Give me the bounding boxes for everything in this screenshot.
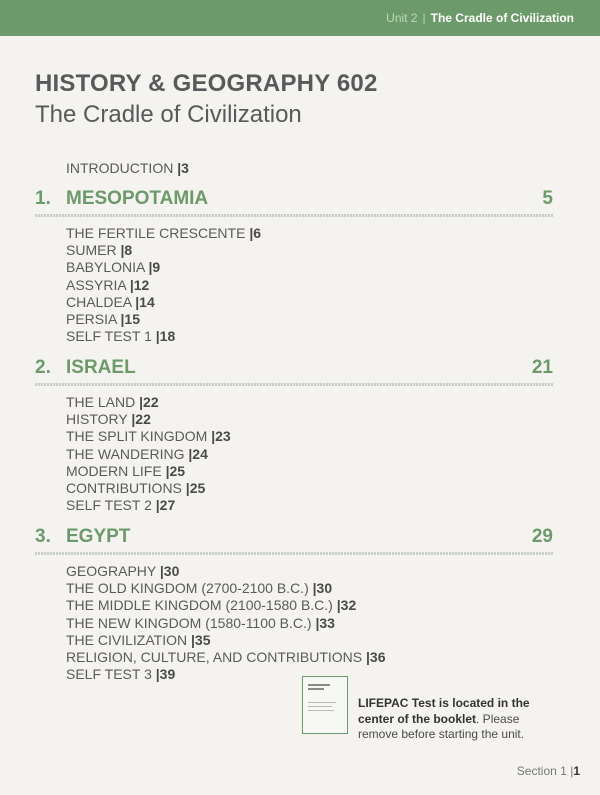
toc-item[interactable]	[66, 480, 231, 497]
toc-item-label: SELF TEST 2	[66, 497, 152, 514]
section-divider	[35, 214, 553, 217]
toc-item[interactable]	[66, 394, 231, 411]
toc-item-page: |24	[188, 445, 208, 462]
toc-item-page: |14	[135, 293, 155, 310]
toc-item-page: |15	[120, 310, 140, 327]
toc-item[interactable]	[66, 277, 261, 294]
header-separator: |	[422, 11, 426, 25]
introduction-label: INTRODUCTION	[66, 160, 174, 176]
toc-item-page: |36	[366, 648, 386, 665]
toc-item-label: THE NEW KINGDOM (1580-1100 B.C.)	[66, 614, 312, 631]
toc-item-label: THE LAND	[66, 394, 136, 410]
course-subtitle: The Cradle of Civilization	[35, 101, 302, 128]
booklet-title-line	[308, 688, 324, 690]
toc-item-label: THE CIVILIZATION	[66, 631, 188, 648]
page-footer	[517, 764, 580, 778]
toc-item[interactable]	[66, 563, 386, 580]
toc-item-label: BABYLONIA	[66, 259, 145, 276]
toc-item[interactable]	[66, 632, 386, 649]
footer-section: Section 1	[516, 764, 567, 778]
toc-item-page: |30	[312, 580, 333, 597]
section-page: 21	[531, 357, 553, 378]
toc-item[interactable]	[66, 259, 261, 276]
toc-item[interactable]	[66, 225, 261, 242]
toc-item[interactable]	[66, 446, 231, 463]
section-items-egypt	[66, 563, 386, 683]
lifepac-booklet-thumbnail	[302, 676, 348, 734]
toc-item-label: THE MIDDLE KINGDOM (2100-1580 B.C.)	[66, 597, 333, 614]
toc-item-page: |27	[155, 497, 176, 514]
toc-item[interactable]	[66, 311, 261, 328]
booklet-text-line	[308, 702, 336, 703]
toc-item[interactable]	[66, 294, 261, 311]
section-items-israel	[66, 394, 231, 514]
toc-item[interactable]	[66, 411, 231, 428]
note-bold-text: LIFEPAC Test is located in the center of the booklet	[358, 696, 530, 726]
toc-item-page: |25	[185, 479, 206, 496]
toc-item-label: ASSYRIA	[66, 276, 126, 293]
toc-item[interactable]	[66, 597, 386, 614]
section-items-mesopotamia	[66, 225, 261, 345]
toc-item[interactable]	[66, 615, 386, 632]
note-text: . Please remove before starting the unit.	[358, 711, 525, 741]
toc-item-page: |35	[190, 631, 211, 648]
toc-item-page: |33	[315, 614, 335, 631]
toc-item[interactable]	[66, 497, 231, 514]
toc-item-page: |8	[120, 242, 133, 259]
section-heading-egypt[interactable]	[35, 526, 553, 550]
toc-item[interactable]	[66, 463, 231, 480]
footer-page-number: 1	[573, 764, 580, 778]
section-name: ISRAEL	[66, 357, 136, 378]
toc-item[interactable]	[66, 242, 261, 259]
unit-title: The Cradle of Civilization	[430, 11, 574, 25]
introduction-entry[interactable]	[66, 160, 189, 176]
toc-item[interactable]	[66, 328, 261, 345]
toc-item-label: THE OLD KINGDOM (2700-2100 B.C.)	[66, 580, 309, 597]
course-title: HISTORY & GEOGRAPHY 602	[35, 70, 378, 97]
unit-label: Unit 2	[386, 11, 418, 25]
toc-item-page: |6	[249, 225, 262, 241]
toc-item-label: RELIGION, CULTURE, AND CONTRIBUTIONS	[66, 648, 363, 665]
toc-item-label: CHALDEA	[66, 293, 132, 310]
section-heading-israel[interactable]	[35, 357, 553, 381]
booklet-title-line	[308, 684, 330, 686]
section-page: 5	[542, 188, 553, 209]
toc-item-page: |22	[139, 394, 159, 410]
lifepac-test-note	[358, 696, 538, 743]
booklet-text-line	[308, 706, 332, 707]
section-page: 29	[531, 526, 553, 547]
section-number: 1.	[35, 188, 51, 209]
toc-item[interactable]	[66, 649, 386, 666]
section-divider	[35, 552, 553, 555]
section-number: 3.	[35, 526, 51, 547]
introduction-page: |3	[177, 160, 189, 176]
section-number: 2.	[35, 357, 51, 378]
toc-item[interactable]	[66, 580, 386, 597]
section-name: EGYPT	[66, 526, 131, 547]
section-divider	[35, 383, 553, 386]
toc-item-page: |25	[165, 462, 186, 479]
toc-item-label: MODERN LIFE	[66, 462, 162, 479]
toc-item-label: THE FERTILE CRESCENTE	[66, 225, 246, 241]
toc-item-label: PERSIA	[66, 310, 117, 327]
toc-item-label: SELF TEST 1	[66, 328, 152, 345]
toc-item[interactable]	[66, 428, 231, 445]
toc-item-page: |22	[131, 411, 151, 428]
toc-item-page: |12	[129, 276, 150, 293]
toc-item-label: SELF TEST 3	[66, 666, 152, 683]
section-name: MESOPOTAMIA	[66, 188, 209, 209]
toc-item-page: |9	[148, 259, 161, 276]
toc-item-label: SUMER	[66, 242, 117, 259]
toc-item-page: |32	[336, 597, 357, 614]
toc-item-label: CONTRIBUTIONS	[66, 479, 182, 496]
toc-item-label: HISTORY	[66, 411, 128, 428]
toc-item-label: THE SPLIT KINGDOM	[66, 428, 208, 445]
footer-separator: |	[570, 764, 574, 778]
toc-item-page: |39	[155, 666, 176, 683]
section-heading-mesopotamia[interactable]	[35, 188, 553, 212]
header-bar	[0, 0, 600, 36]
toc-item-page: |23	[211, 428, 231, 445]
toc-item-page: |18	[155, 328, 176, 345]
toc-item-page: |30	[159, 563, 180, 579]
toc-item-label: GEOGRAPHY	[66, 563, 156, 579]
toc-item-label: THE WANDERING	[66, 445, 185, 462]
booklet-text-line	[308, 710, 334, 711]
